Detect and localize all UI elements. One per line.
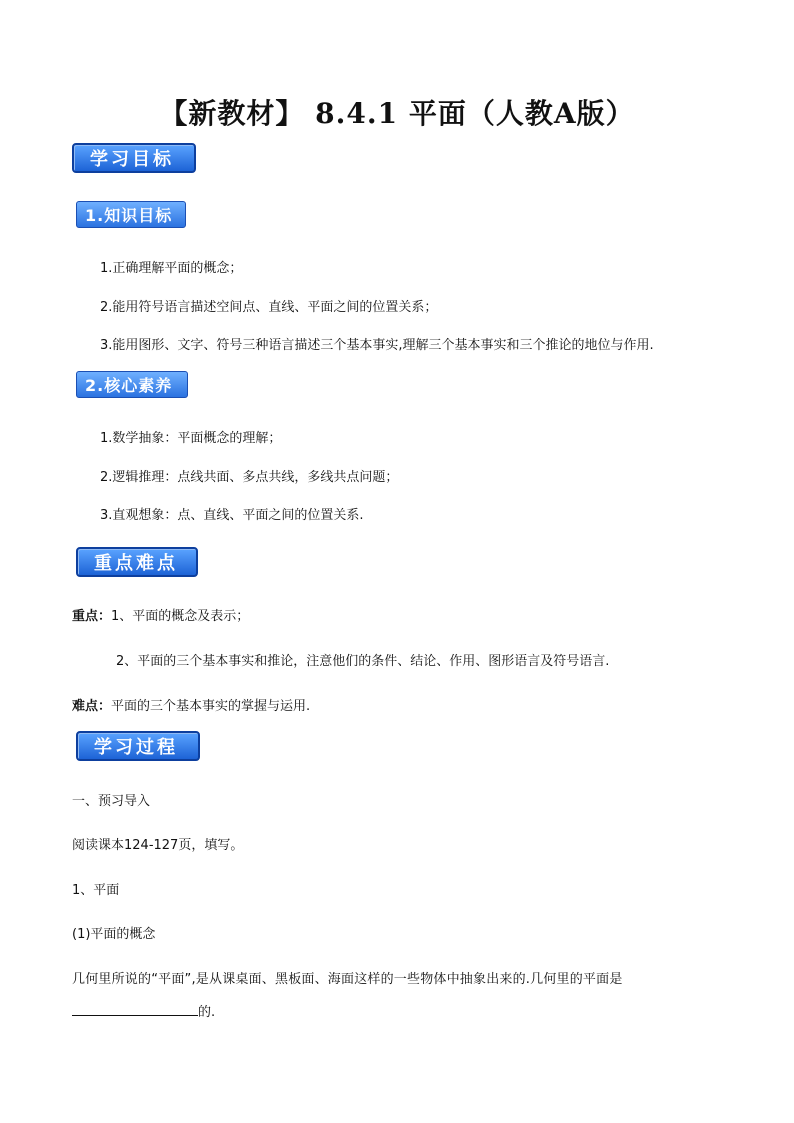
key-item-2: 2、平面的三个基本事实和推论，注意他们的条件、结论、作用、图形语言及符号语言.: [116, 654, 610, 669]
knowledge-item-2: 2.能用符号语言描述空间点、直线、平面之间的位置关系；: [100, 300, 438, 315]
knowledge-goal-banner: 1.知识目标: [76, 201, 186, 228]
key-points-line: [72, 605, 249, 624]
difficult-label: 难点：: [72, 699, 112, 714]
item-plane: 1、平面: [72, 883, 120, 898]
fill-blank[interactable]: [72, 1003, 198, 1016]
learning-process-banner: 学习过程: [76, 731, 200, 761]
key-label: 重点：: [72, 609, 112, 624]
literacy-item-1: 1.数学抽象：平面概念的理解；: [100, 431, 282, 446]
knowledge-item-1: 1.正确理解平面的概念；: [100, 261, 243, 276]
page-title: 【新教材】 8.4.1 平面（人教A版）: [159, 97, 635, 130]
fill-blank-line: [72, 1001, 215, 1020]
reading-instruction: 阅读课本124-127页，填写。: [72, 838, 244, 853]
concept-paragraph: 几何里所说的“平面”,是从课桌面、黑板面、海面这样的一些物体中抽象出来的.几何里的平面是: [72, 972, 623, 987]
literacy-item-3: 3.直观想象：点、直线、平面之间的位置关系.: [100, 508, 364, 523]
key-difficult-banner: 重点难点: [76, 547, 198, 577]
concept-paragraph-end: 的.: [198, 1005, 216, 1020]
literacy-item-2: 2.逻辑推理：点线共面、多点共线，多线共点问题；: [100, 470, 399, 485]
section-heading: 一、预习导入: [72, 794, 151, 809]
core-literacy-banner: 2.核心素养: [76, 371, 188, 398]
knowledge-item-3: 3.能用图形、文字、符号三种语言描述三个基本事实,理解三个基本事实和三个推论的地位与作用.: [100, 338, 654, 353]
difficult-text: 平面的三个基本事实的掌握与运用.: [111, 699, 311, 714]
difficult-points-line: [72, 695, 310, 714]
item-plane-concept: (1)平面的概念: [72, 927, 156, 942]
key-item-1: 1、平面的概念及表示；: [111, 609, 250, 624]
learning-objectives-banner: 学习目标: [72, 143, 196, 173]
